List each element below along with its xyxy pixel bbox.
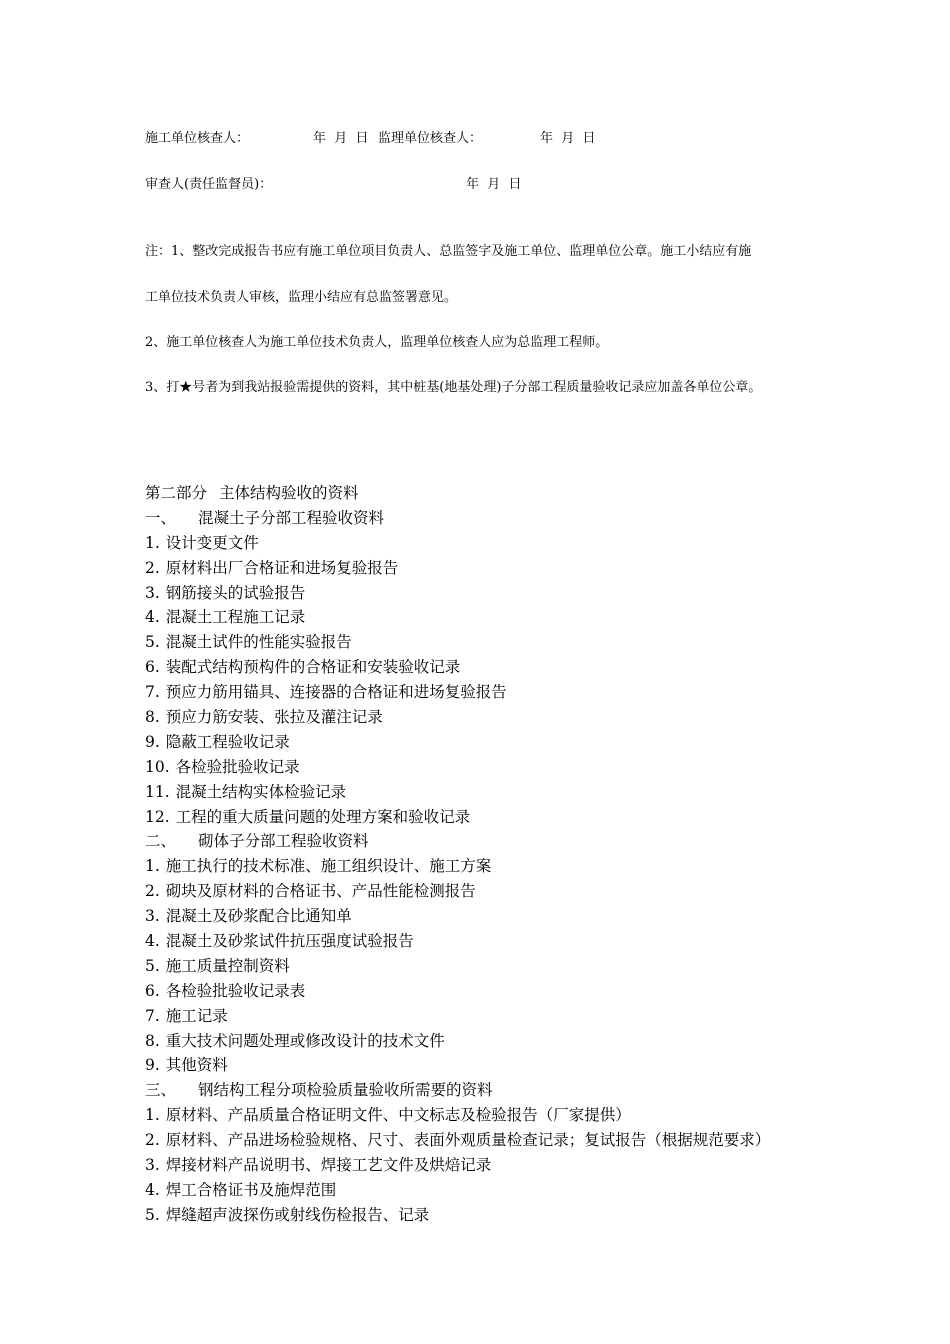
list-item xyxy=(145,805,845,830)
item-text: 设计变更文件 xyxy=(165,533,259,552)
reviewer-label: 审查人(责任监督员)： xyxy=(145,177,273,192)
list-item xyxy=(145,854,845,879)
item-number: 6. xyxy=(145,981,160,1000)
item-number: 5. xyxy=(145,956,160,975)
list-item xyxy=(145,605,845,630)
list-item xyxy=(145,630,845,655)
item-text: 施工质量控制资料 xyxy=(165,956,290,975)
list-item xyxy=(145,879,845,904)
item-number: 11. xyxy=(145,782,170,801)
item-number: 9. xyxy=(145,732,160,751)
item-text: 混凝土及砂浆配合比通知单 xyxy=(165,907,352,926)
item-text: 混凝土及砂浆试件抗压强度试验报告 xyxy=(165,932,414,951)
list-item xyxy=(145,979,845,1004)
item-number: 12. xyxy=(145,807,170,826)
item-number: 7. xyxy=(145,1006,160,1025)
item-text: 其他资料 xyxy=(165,1056,228,1075)
section-number: 三、 xyxy=(145,1081,177,1100)
list-item xyxy=(145,1153,845,1178)
section-heading xyxy=(145,829,845,854)
note-2: 2、施工单位核查人为施工单位技术负责人，监理单位核查人应为总监理工程师。 xyxy=(145,335,609,350)
item-text: 装配式结构预构件的合格证和安装验收记录 xyxy=(165,658,461,677)
item-text: 预应力筋安装、张拉及灌注记录 xyxy=(165,708,383,727)
item-number: 3. xyxy=(145,1156,160,1175)
item-text: 钢筋接头的试验报告 xyxy=(165,583,306,602)
list-item xyxy=(145,755,845,780)
list-item xyxy=(145,705,845,730)
item-number: 5. xyxy=(145,1205,160,1224)
list-item xyxy=(145,655,845,680)
item-text: 砌块及原材料的合格证书、产品性能检测报告 xyxy=(165,882,476,901)
item-number: 3. xyxy=(145,583,160,602)
item-number: 1. xyxy=(145,857,160,876)
list-item xyxy=(145,1178,845,1203)
item-text: 原材料出厂合格证和进场复验报告 xyxy=(165,558,399,577)
section-title: 砌体子分部工程验收资料 xyxy=(198,832,369,851)
item-number: 6. xyxy=(145,658,160,677)
part-two-title-text: 主体结构验收的资料 xyxy=(219,484,359,502)
list-item xyxy=(145,1203,845,1228)
part-two-title xyxy=(145,481,845,506)
item-number: 9. xyxy=(145,1056,160,1075)
list-item xyxy=(145,929,845,954)
signature-row-2 xyxy=(145,177,845,193)
section-title: 钢结构工程分项检验质量验收所需要的资料 xyxy=(198,1081,493,1100)
list-item xyxy=(145,730,845,755)
item-text: 混凝土工程施工记录 xyxy=(165,608,306,627)
item-text: 焊接材料产品说明书、焊接工艺文件及烘焙记录 xyxy=(165,1156,492,1175)
list-item xyxy=(145,556,845,581)
item-number: 2. xyxy=(145,1131,160,1150)
item-text: 焊工合格证书及施焊范围 xyxy=(165,1180,337,1199)
item-text: 原材料、产品质量合格证明文件、中文标志及检验报告（厂家提供） xyxy=(165,1106,631,1125)
item-number: 7. xyxy=(145,683,160,702)
list-item xyxy=(145,680,845,705)
section-heading xyxy=(145,1078,845,1103)
reviewer-date: 年 月 日 xyxy=(466,177,522,192)
item-number: 4. xyxy=(145,932,160,951)
item-number: 10. xyxy=(145,757,170,776)
supervision-checker-label: 监理单位核查人： xyxy=(378,131,483,146)
list-item xyxy=(145,1004,845,1029)
list-item xyxy=(145,954,845,979)
part-two-prefix: 第二部分 xyxy=(145,484,208,502)
item-text: 原材料、产品进场检验规格、尺寸、表面外观质量检查记录；复试报告（根据规范要求） xyxy=(165,1131,771,1150)
item-text: 隐蔽工程验收记录 xyxy=(165,732,290,751)
list-item xyxy=(145,581,845,606)
item-number: 4. xyxy=(145,1180,160,1199)
item-text: 施工执行的技术标准、施工组织设计、施工方案 xyxy=(165,857,492,876)
item-text: 混凝土试件的性能实验报告 xyxy=(165,633,352,652)
item-number: 4. xyxy=(145,608,160,627)
signature-row-1 xyxy=(145,131,845,147)
list-item xyxy=(145,904,845,929)
item-number: 1. xyxy=(145,1106,160,1125)
item-number: 8. xyxy=(145,708,160,727)
list-item xyxy=(145,1053,845,1078)
item-text: 工程的重大质量问题的处理方案和验收记录 xyxy=(175,807,471,826)
item-text: 各检验批验收记录表 xyxy=(165,981,306,1000)
note-3: 3、打★号者为到我站报验需提供的资料，其中桩基(地基处理)子分部工程质量验收记录应加盖各单位公章。 xyxy=(145,380,762,395)
item-number: 5. xyxy=(145,633,160,652)
item-text: 重大技术问题处理或修改设计的技术文件 xyxy=(165,1031,445,1050)
item-number: 3. xyxy=(145,907,160,926)
list-item xyxy=(145,780,845,805)
section-number: 一、 xyxy=(145,508,177,527)
list-item xyxy=(145,531,845,556)
item-number: 2. xyxy=(145,882,160,901)
section-title: 混凝土子分部工程验收资料 xyxy=(198,508,385,527)
construction-date: 年 月 日 xyxy=(313,131,369,146)
item-text: 焊缝超声波探伤或射线伤检报告、记录 xyxy=(165,1205,430,1224)
item-text: 预应力筋用锚具、连接器的合格证和进场复验报告 xyxy=(165,683,507,702)
supervision-date: 年 月 日 xyxy=(540,131,596,146)
part-two-section xyxy=(145,481,845,1228)
item-text: 混凝土结构实体检验记录 xyxy=(175,782,347,801)
item-number: 1. xyxy=(145,533,160,552)
list-item xyxy=(145,1128,845,1153)
item-text: 施工记录 xyxy=(165,1006,228,1025)
list-item xyxy=(145,1029,845,1054)
item-number: 2. xyxy=(145,558,160,577)
note-1-line-2: 工单位技术负责人审核，监理小结应有总监签署意见。 xyxy=(145,290,458,305)
list-item xyxy=(145,1103,845,1128)
item-number: 8. xyxy=(145,1031,160,1050)
section-number: 二、 xyxy=(145,832,177,851)
construction-checker-label: 施工单位核查人： xyxy=(145,131,250,146)
item-text: 各检验批验收记录 xyxy=(175,757,300,776)
section-heading xyxy=(145,506,845,531)
note-1-line-1: 注：1、整改完成报告书应有施工单位项目负责人、总监签字及施工单位、监理单位公章。施工小结应有施 xyxy=(145,244,752,259)
